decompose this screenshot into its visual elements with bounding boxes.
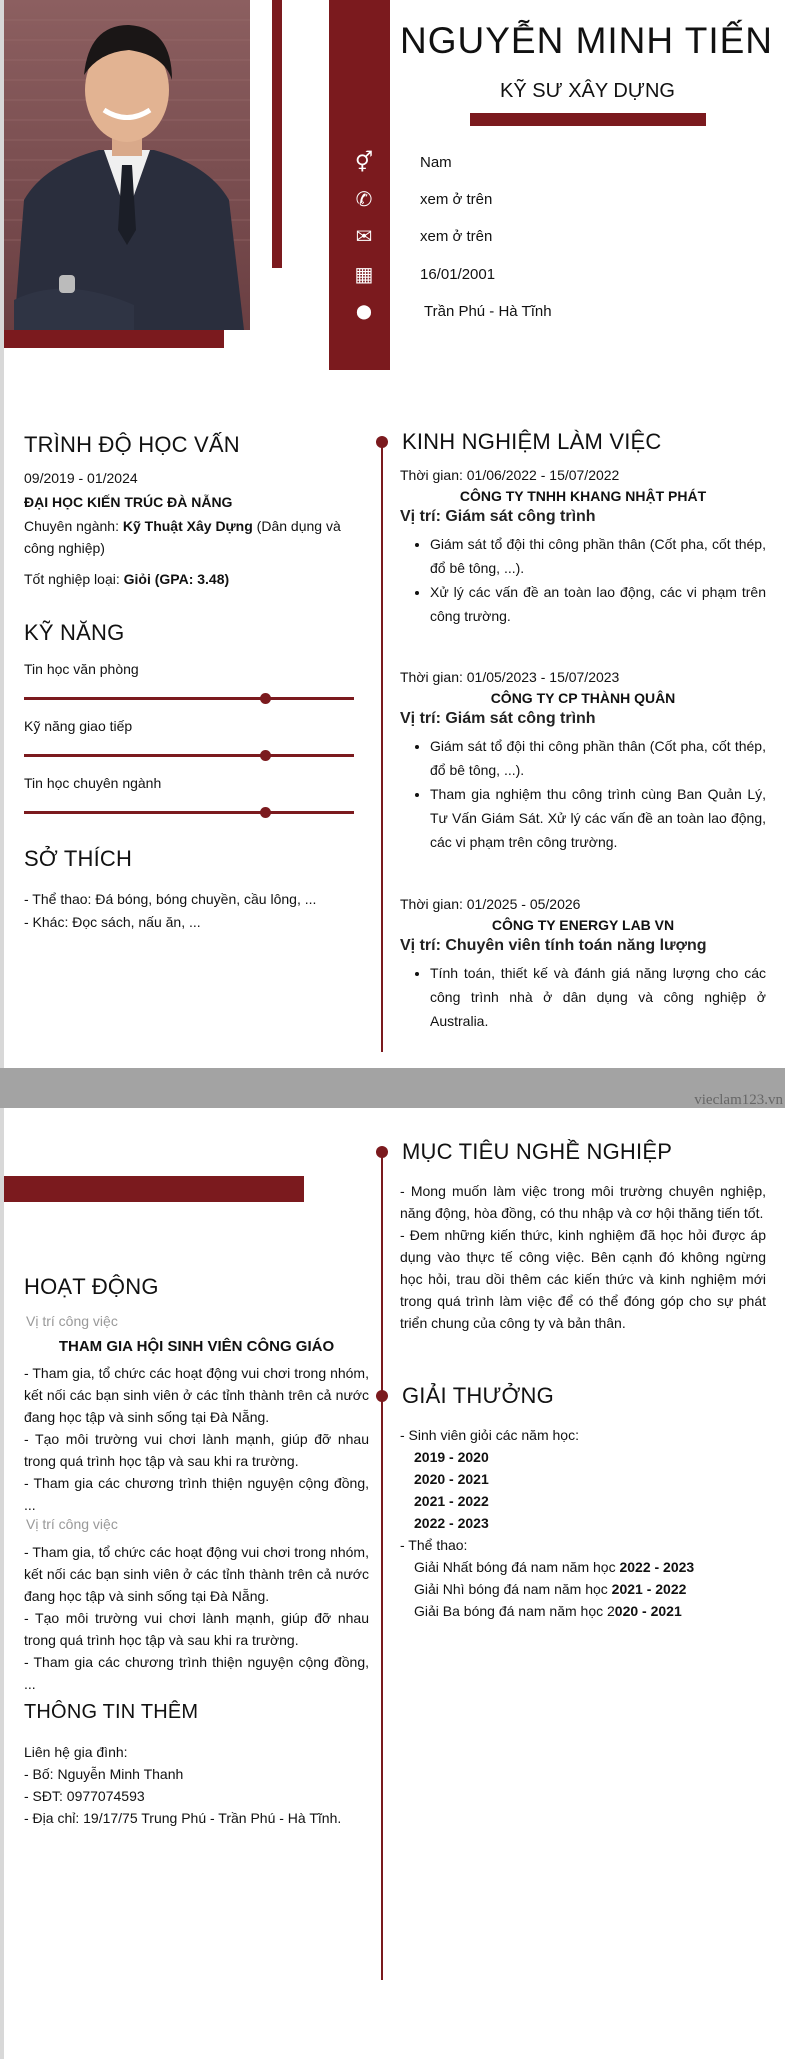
hobby-line: - Thể thao: Đá bóng, bóng chuyền, cầu lông, ... <box>24 891 317 907</box>
award-sport-label: - Thể thao: <box>400 1537 468 1553</box>
skill-level-marker <box>260 693 271 704</box>
award-year: 2022 - 2023 <box>414 1515 489 1531</box>
info-email: xem ở trên <box>420 228 493 245</box>
skill-bar <box>24 697 354 700</box>
activities-title: HOẠT ĐỘNG <box>24 1274 159 1299</box>
hobby-line: - Khác: Đọc sách, nấu ăn, ... <box>24 914 201 930</box>
more-info-line: - SĐT: 0977074593 <box>24 1788 145 1804</box>
job-entry <box>400 893 766 1033</box>
timeline-line <box>381 1150 383 1980</box>
award-sport-prefix: Giải Nhì bóng đá nam năm học <box>414 1581 612 1597</box>
skill-label: Kỹ năng giao tiếp <box>24 718 133 734</box>
job-position: Vị trí: Chuyên viên tính toán năng lượng <box>400 937 707 954</box>
activity-line: - Tham gia, tổ chức các hoạt động vui chơi trong nhóm, kết nối các bạn sinh viên ở các tỉnh thành trên cả nước đang học tập và sinh sống tại Đà Nẵng. <box>24 1544 369 1604</box>
skills-title: KỸ NĂNG <box>24 620 125 645</box>
major-name: Kỹ Thuật Xây Dựng <box>122 518 253 534</box>
major-suffix: (Dân dụng và công nghiệp) <box>24 518 341 556</box>
activity-line: - Tạo môi trường vui chơi lành mạnh, giúp đỡ nhau trong quá trình học tập và sau khi ra trường. <box>24 1610 369 1648</box>
candidate-name: NGUYỄN MINH TIẾN <box>400 20 774 61</box>
profile-photo <box>4 0 250 330</box>
award-sport-prefix: Giải Ba bóng đá nam năm học 2 <box>414 1603 615 1619</box>
job-duty: • Giám sát tổ đội thi công phần thân (Cốt pha, cốt thép, đổ bê tông, ...). <box>430 532 766 580</box>
activity-line: - Tham gia các chương trình thiện nguyện cộng đồng, ... <box>24 1475 369 1513</box>
more-info-line: Liên hệ gia đình: <box>24 1744 128 1760</box>
job-time: Thời gian: 01/05/2023 - 15/07/2023 <box>400 669 620 685</box>
more-info-title: THÔNG TIN THÊM <box>24 1701 199 1723</box>
job-duty: • Xử lý các vấn đề an toàn lao động, các vi phạm trên công trường. <box>430 580 766 628</box>
award-year: 2019 - 2020 <box>414 1449 489 1465</box>
job-entry <box>400 464 766 628</box>
job-duty: • Tính toán, thiết kế và đánh giá năng lượng cho các công trình nhà ở dân dụng và công nghiệp ở Australia. <box>430 961 766 1033</box>
decor-horizontal-bar <box>4 1176 304 1202</box>
location-icon: ⬤ <box>356 302 372 319</box>
education-school: ĐẠI HỌC KIẾN TRÚC ĐÀ NẴNG <box>24 494 233 510</box>
phone-icon: ✆ <box>355 188 373 211</box>
award-year: 2020 - 2021 <box>414 1471 489 1487</box>
person-photo-illustration <box>4 0 250 330</box>
info-gender: Nam <box>420 154 452 171</box>
more-info-list <box>24 1741 341 1829</box>
job-position: Vị trí: Giám sát công trình <box>400 710 596 727</box>
major-prefix: Chuyên ngành: <box>24 518 123 534</box>
award-sport-prefix: Giải Nhất bóng đá nam năm học <box>414 1559 620 1575</box>
job-duties <box>400 532 766 628</box>
award-sport-year: 020 - 2021 <box>614 1603 682 1619</box>
hobbies-title: SỞ THÍCH <box>24 846 133 871</box>
title-underline-bar <box>470 113 706 126</box>
activity-line: - Tham gia các chương trình thiện nguyện cộng đồng, ... <box>24 1654 369 1692</box>
job-company: CÔNG TY TNHH KHANG NHẬT PHÁT <box>459 488 707 504</box>
objective-text: - Mong muốn làm việc trong môi trường chuyên nghiệp, năng động, hòa đồng, có thu nhập và cơ hội thăng tiến tốt. - Đem những kiến thức, kinh nghiệm đã học hỏi được áp dụng vào thực tế công việc. Bên cạnh đó không ngừng học hỏi, trau dồi thêm các kiến thức và kinh nghiệm mới trong quá trình làm việc để có thể đóng góp cho sự phát triển chung của công ty và bản thân. <box>400 1183 766 1331</box>
skill-bar <box>24 811 354 814</box>
award-sport-year: 2021 - 2022 <box>611 1581 687 1597</box>
more-info-line: - Bố: Nguyễn Minh Thanh <box>24 1766 184 1782</box>
calendar-icon: ▦ <box>354 263 374 286</box>
gender-icon: ⚥ <box>354 151 374 174</box>
job-position: Vị trí: Giám sát công trình <box>400 508 596 525</box>
grade-value: Giỏi (GPA: 3.48) <box>123 571 230 587</box>
award-sport-item <box>400 1578 694 1600</box>
page-break-gap <box>0 1068 785 1108</box>
education-period: 09/2019 - 01/2024 <box>24 470 138 486</box>
timeline-line <box>381 440 383 1052</box>
grade-prefix: Tốt nghiệp loại: <box>24 571 124 587</box>
info-address: Trần Phú - Hà Tĩnh <box>424 303 552 320</box>
activity-line: - Tham gia, tổ chức các hoạt động vui chơi trong nhóm, kết nối các bạn sinh viên ở các tỉnh thành trên cả nước đang học tập và sinh sống tại Đà Nẵng. <box>24 1365 369 1425</box>
info-birthday: 16/01/2001 <box>420 266 496 283</box>
skill-bar <box>24 754 354 757</box>
activity-org: THAM GIA HỘI SINH VIÊN CÔNG GIÁO <box>58 1338 335 1355</box>
education-title: TRÌNH ĐỘ HỌC VẤN <box>24 432 240 457</box>
skill-label: Tin học chuyên ngành <box>24 775 162 791</box>
activity-line: - Tạo môi trường vui chơi lành mạnh, giúp đỡ nhau trong quá trình học tập và sau khi ra trường. <box>24 1431 369 1469</box>
job-entry <box>400 666 766 854</box>
award-sport-item <box>400 1600 694 1622</box>
info-phone: xem ở trên <box>420 191 493 208</box>
activity-position-label: Vị trí công việc <box>26 1313 118 1329</box>
experience-title: KINH NGHIỆM LÀM VIỆC <box>402 429 662 454</box>
job-time: Thời gian: 01/06/2022 - 15/07/2022 <box>400 467 620 483</box>
decor-vertical-bar <box>272 0 282 268</box>
cv-page-2 <box>4 1108 785 2059</box>
job-duty: • Tham gia nghiệm thu công trình cùng Ban Quản Lý, Tư Vấn Giám Sát. Xử lý các vấn đề an toàn lao động, các vi phạm trên công trường. <box>430 782 766 854</box>
awards-title: GIẢI THƯỞNG <box>402 1383 554 1408</box>
job-company: CÔNG TY ENERGY LAB VN <box>491 917 675 933</box>
objective-title: MỤC TIÊU NGHỀ NGHIỆP <box>402 1139 673 1164</box>
job-company: CÔNG TY CP THÀNH QUÂN <box>490 690 676 706</box>
award-sport-year: 2022 - 2023 <box>619 1559 695 1575</box>
award-student-label: - Sinh viên giỏi các năm học: <box>400 1427 579 1443</box>
job-duty: • Giám sát tổ đội thi công phần thân (Cốt pha, cốt thép, đổ bê tông, ...). <box>430 734 766 782</box>
email-icon: ✉ <box>355 225 373 248</box>
award-sport-item <box>400 1556 694 1578</box>
award-year: 2021 - 2022 <box>414 1493 489 1509</box>
more-info-line: - Địa chỉ: 19/17/75 Trung Phú - Trần Phú - Hà Tĩnh. <box>24 1810 342 1826</box>
activity-block <box>24 1362 369 1516</box>
skill-label: Tin học văn phòng <box>24 661 139 677</box>
awards-list <box>400 1424 694 1622</box>
job-duties <box>400 734 766 854</box>
photo-underline-bar <box>4 330 224 348</box>
activity-block <box>24 1541 369 1695</box>
cv-page-1 <box>4 0 785 1068</box>
watermark: vieclam123.vn <box>694 1092 783 1108</box>
skill-level-marker <box>260 807 271 818</box>
activity-position-label: Vị trí công việc <box>26 1516 118 1532</box>
job-duties <box>400 961 766 1033</box>
education-grade <box>24 568 229 590</box>
skill-level-marker <box>260 750 271 761</box>
job-time: Thời gian: 01/2025 - 05/2026 <box>400 896 581 912</box>
job-title: KỸ SƯ XÂY DỰNG <box>500 80 675 102</box>
education-major <box>24 515 354 559</box>
